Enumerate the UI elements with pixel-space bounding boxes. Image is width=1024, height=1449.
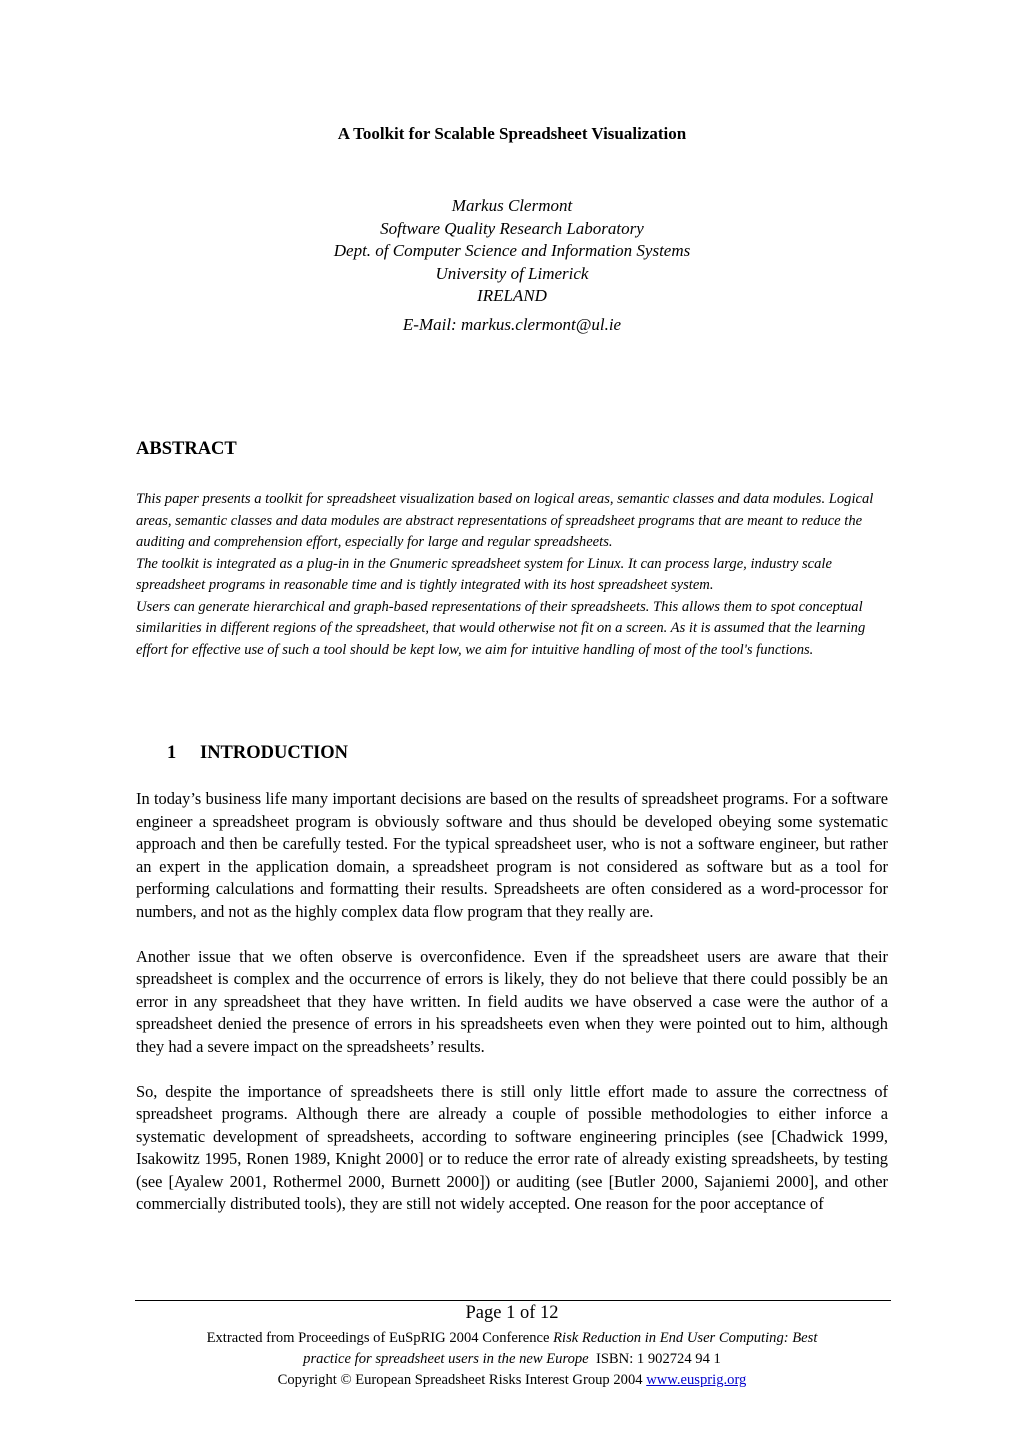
author-country: IRELAND	[477, 286, 547, 305]
body-paragraph: Another issue that we often observe is overconfidence. Even if the spreadsheet users are aware that their spreadsheet is complex and the occurrence of errors is likely, they do not believe that there could possibly be an error in any spreadsheet that they have written. In field audits we have observed a case were the author of a spreadsheet denied the presence of errors in his spreadsheets even when they were pointed out to him, although they had a severe impact on the spreadsheets’ results.	[136, 946, 888, 1056]
eusprig-link[interactable]: www.eusprig.org	[646, 1372, 747, 1388]
introduction-body	[136, 788, 888, 1238]
abstract-body	[136, 489, 888, 661]
author-email: E-Mail: markus.clermont@ul.ie	[402, 314, 622, 334]
footer-line-1	[0, 1328, 1024, 1349]
author-dept: Dept. of Computer Science and Information Systems	[333, 241, 691, 260]
footer-divider	[135, 1300, 891, 1301]
footer-conference-subtitle: practice for spreadsheet users in the new Europe	[303, 1351, 589, 1367]
author-lab: Software Quality Research Laboratory	[380, 218, 644, 238]
author-university: University of Limerick	[435, 263, 589, 283]
footer-line-3	[0, 1370, 1024, 1391]
footer-isbn: ISBN: 1 902724 94 1	[588, 1351, 721, 1367]
abstract-heading: ABSTRACT	[136, 439, 237, 459]
footer-proceedings: Extracted from Proceedings of EuSpRIG 2004 Conference	[206, 1330, 554, 1346]
body-paragraph: In today’s business life many important decisions are based on the results of spreadsheet programs. For a software engineer a spreadsheet program is obviously software and thus should be developed obeying some systematic approach and then be carefully tested. For the typical spreadsheet user, who is not a software engineer, but rather an expert in the application domain, a spreadsheet program is not considered as software but as a tool for performing calculations and formatting their results. Spreadsheets are often considered as a word-processor for numbers, and not as the highly complex data flow program that they really are.	[136, 789, 888, 921]
footer-conference-title: Risk Reduction in End User Computing: Best	[553, 1330, 818, 1346]
paper-title: A Toolkit for Scalable Spreadsheet Visualization	[337, 124, 687, 143]
abstract-paragraph: This paper presents a toolkit for spreadsheet visualization based on logical areas, semantic classes and data modules. Logical areas, semantic classes and data modules are abstract representations of spreadsheet programs that are meant to reduce the auditing and comprehension effort, especially for large and regular spreadsheets.	[136, 491, 874, 550]
footer-copyright: Copyright © European Spreadsheet Risks Interest Group 2004	[277, 1372, 647, 1388]
author-name: Markus Clermont	[451, 196, 573, 215]
body-paragraph: So, despite the importance of spreadsheets there is still only little effort made to assure the correctness of spreadsheet programs. Although there are already a couple of possible methodologies to either inforce a systematic development of spreadsheets, according to software engineering principles (see [Chadwick 1999, Isakowitz 1995, Ronen 1989, Knight 2000] or to reduce the error rate of already existing spreadsheets, by testing (see [Ayalew 2001, Rothermel 2000, Burnett 2000]) or auditing (see [Butler 2000, Sajaniemi 2000], and other commercially distributed tools), they are still not widely accepted. One reason for the poor acceptance of	[136, 1081, 888, 1213]
section-heading-introduction	[167, 743, 348, 764]
footer-citation	[0, 1328, 1024, 1391]
page-number: Page 1 of 12	[465, 1303, 559, 1323]
footer-line-2	[0, 1349, 1024, 1370]
abstract-paragraph: The toolkit is integrated as a plug-in in the Gnumeric spreadsheet system for Linux. It can process large, industry scale spreadsheet programs in reasonable time and is tightly integrated with its host spreadsheet system.	[136, 555, 832, 593]
section-title: INTRODUCTION	[200, 743, 349, 763]
section-number: 1	[167, 743, 177, 763]
abstract-paragraph: Users can generate hierarchical and graph-based representations of their spreadsheets. This allows them to spot conceptual similarities in different regions of the spreadsheet, that would otherwise not fit on a screen. As it is assumed that the learning effort for effective use of such a tool should be kept low, we aim for intuitive handling of most of the tool's functions.	[136, 598, 866, 658]
author-block	[0, 195, 1024, 336]
